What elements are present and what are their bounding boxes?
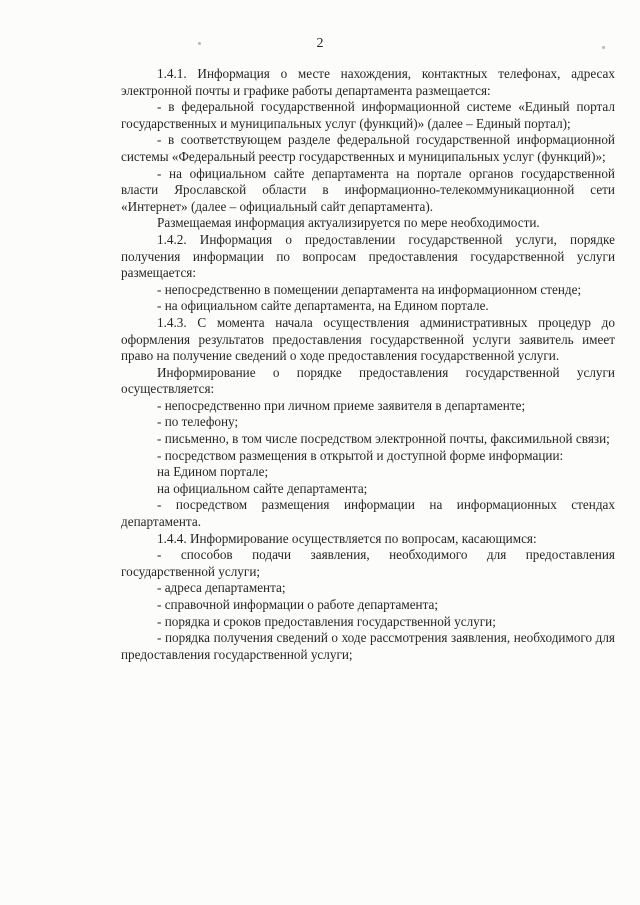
list-item: - на официальном сайте департамента, на Едином портале. xyxy=(157,298,489,314)
paragraph-1-4-1: 1.4.1. Информация о месте нахождения, контактных телефонах, адресах электронной почты и графике работы департамента размещается: xyxy=(121,66,615,98)
list-item: - в федеральной государственной информационной системе «Единый портал государственных и муниципальных услуг (функций)» (далее – Единый портал); xyxy=(121,99,615,131)
list-item: - непосредственно при личном приеме заявителя в департаменте; xyxy=(157,397,526,413)
list-item: - на официальном сайте департамента на портале органов государственной власти Ярославской области в информационно-телекоммуникационной сети «Интернет» (далее – официальный сайт департамента). xyxy=(121,165,615,214)
page-number: 2 xyxy=(316,36,324,51)
paragraph-1-4-3: 1.4.3. С момента начала осуществления административных процедур до оформления результатов предоставления государственной услуги заявитель имеет право на получение сведений о ходе предоставления государственной услуги. xyxy=(121,314,615,364)
list-item: - непосредственно в помещении департамента на информационном стенде; xyxy=(157,281,582,297)
list-item: - в соответствующем разделе федеральной государственной информационной системы «Федеральный реестр государственных и муниципальных услуг (функций)»; xyxy=(121,132,615,164)
paragraph-1-4-2: 1.4.2. Информация о предоставлении государственной услуги, порядке получения информации по вопросам предоставления государственной услуги размещается: xyxy=(121,231,615,281)
paragraph: Размещаемая информация актуализируется по мере необходимости. xyxy=(157,215,540,231)
list-item: - письменно, в том числе посредством электронной почты, факсимильной связи; xyxy=(157,431,610,447)
paragraph-1-4-4: 1.4.4. Информирование осуществляется по вопросам, касающимся: xyxy=(157,530,537,546)
sub-list-item: на официальном сайте департамента; xyxy=(157,480,368,496)
list-item: - способов подачи заявления, необходимого для предоставления государственной услуги; xyxy=(121,547,615,579)
sub-list-item: на Едином портале; xyxy=(157,464,269,480)
list-item: - порядка получения сведений о ходе рассмотрения заявления, необходимого для предоставления государственной услуги; xyxy=(121,630,615,662)
document-body xyxy=(121,66,615,663)
paragraph: Информирование о порядке предоставления государственной услуги осуществляется: xyxy=(121,364,615,397)
list-item: - по телефону; xyxy=(157,414,239,430)
list-item: - посредством размещения в открытой и доступной форме информации: xyxy=(157,447,564,463)
list-item: - адреса департамента; xyxy=(157,580,286,596)
list-item: - посредством размещения информации на информационных стендах департамента. xyxy=(121,497,615,530)
list-item: - порядка и сроков предоставления государственной услуги; xyxy=(157,613,496,629)
list-item: - справочной информации о работе департамента; xyxy=(157,597,439,612)
